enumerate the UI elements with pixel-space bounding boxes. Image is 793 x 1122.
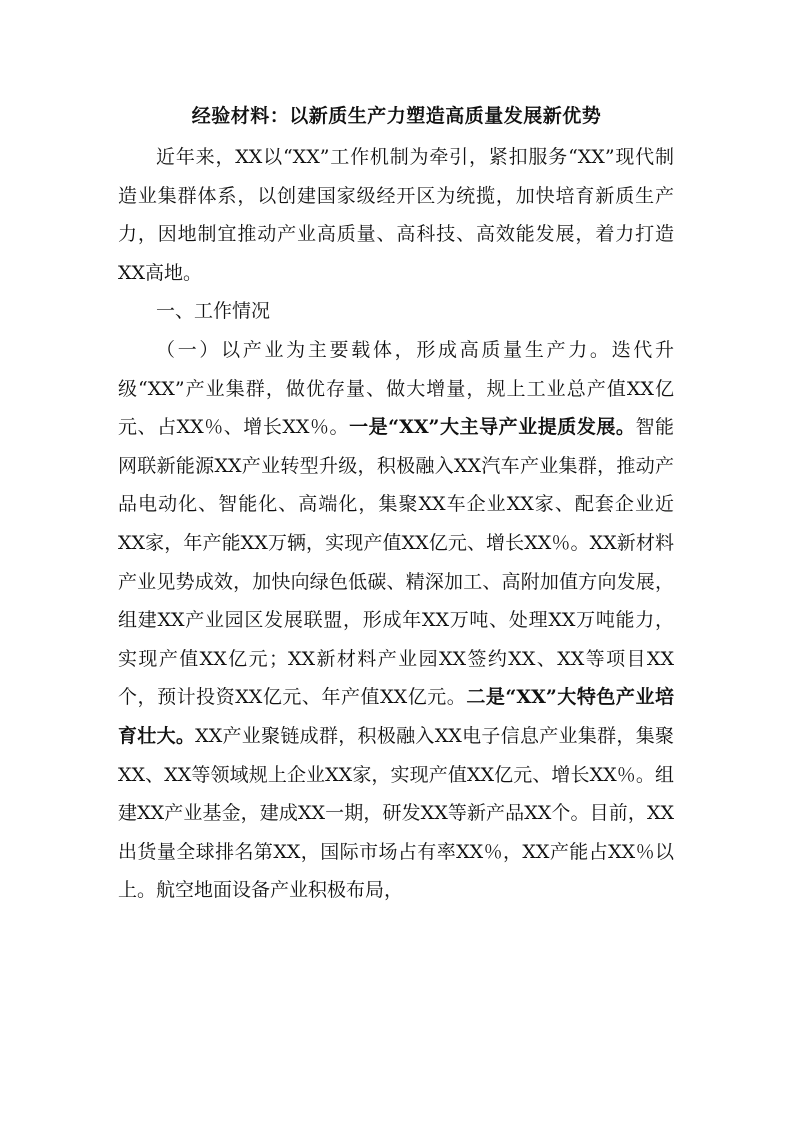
paragraph-text: XX产业聚链成群，积极融入XX电子信息产业集群，集聚XX、XX等领域规上企业XX家，实现产值XX亿元、增长XX％。组建XX产业基金，建成XX一期，研发XX等新产品XX个。目前，XX出货量全球排名第XX，国际市场占有率XX％，XX产能占XX％以上。航空地面设备产业积极布局， [118, 724, 674, 902]
document-title: 经验材料：以新质生产力塑造高质量发展新优势 [191, 105, 602, 127]
paragraph-text: （一）以产业为主要载体，形成高质量生产力。迭代升级“XX”产业集群，做优存量、做大增量，规上工业总产值XX亿元、占XX％、增长XX％。 [118, 338, 674, 439]
document-body [118, 138, 674, 910]
bold-lead: 一是“XX”大主导产业提质发展。 [349, 416, 636, 439]
paragraph-text: 智能网联新能源XX产业转型升级，积极融入XX汽车产业集群，推动产品电动化、智能化、高端化，集聚XX车企业XX家、配套企业近XX家，年产能XX万辆，实现产值XX亿元、增长XX％。XX新材料产业见势成效，加快向绿色低碳、精深加工、高附加值方向发展，组建XX产业园区发展联盟，形成年XX万吨、处理XX万吨能力，实现产值XX亿元；XX新材料产业园XX签约XX、XX等项目XX个，预计投资XX亿元、年产值XX亿元。 [118, 416, 674, 709]
bold-lead: 二是“XX”大特色产业培育壮大。 [118, 686, 675, 747]
intro-paragraph: 近年来，XX以“XX”工作机制为牵引，紧扣服务“XX”现代制造业集群体系，以创建国家级经开区为统揽，加快培育新质生产力，因地制宜推动产业高质量、高科技、高效能发展，着力打造XX高地。 [118, 146, 674, 284]
section-heading: 一、工作情况 [156, 300, 271, 323]
body-paragraph [118, 331, 674, 910]
